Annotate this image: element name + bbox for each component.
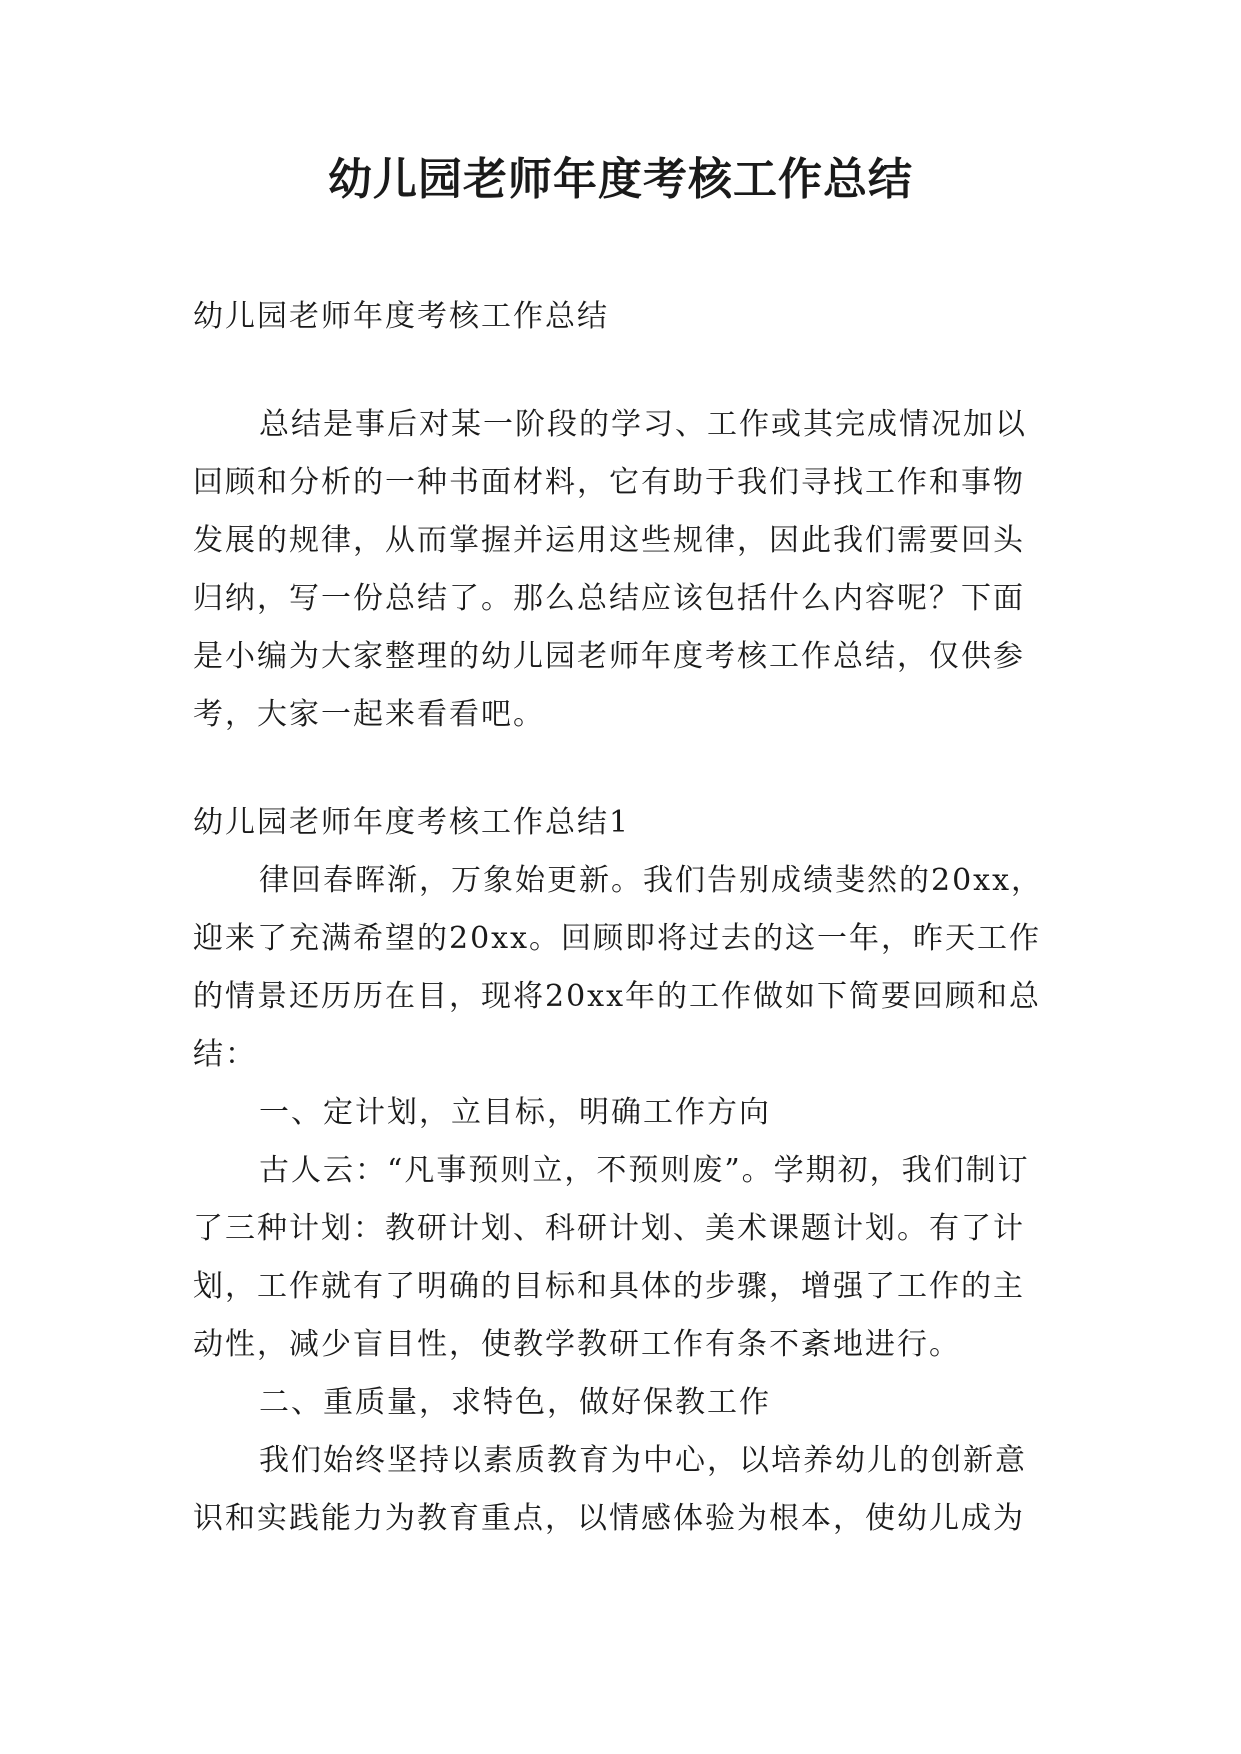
body-paragraph: 古人云：“凡事预则立，不预则废”。学期初，我们制订了三种计划：教研计划、科研计划、美术课题计划。有了计划，工作就有了明确的目标和具体的步骤，增强了工作的主动性，减少盲目性，使教学教研工作有条不紊地进行。 <box>193 1153 1030 1362</box>
document-title: 幼儿园老师年度考核工作总结 <box>328 154 913 205</box>
body-paragraph: 我们始终坚持以素质教育为中心，以培养幼儿的创新意识和实践能力为教育重点，以情感体验为根本，使幼儿成为 <box>193 1443 1027 1536</box>
intro-paragraph: 总结是事后对某一阶段的学习、工作或其完成情况加以回顾和分析的一种书面材料，它有助于我们寻找工作和事物发展的规律，从而掌握并运用这些规律，因此我们需要回头归纳，写一份总结了。那么总结应该包括什么内容呢？下面是小编为大家整理的幼儿园老师年度考核工作总结，仅供参考，大家一起来看看吧。 <box>193 407 1027 732</box>
section-heading: 一、定计划，立目标，明确工作方向 <box>259 1095 771 1130</box>
section-title: 幼儿园老师年度考核工作总结1 <box>193 805 631 840</box>
body-paragraph: 律回春晖渐，万象始更新。我们告别成绩斐然的20xx，迎来了充满希望的20xx。回顾即将过去的这一年，昨天工作的情景还历历在目，现将20xx年的工作做如下简要回顾和总结： <box>193 863 1044 1072</box>
document-body <box>193 288 1053 1548</box>
section-heading: 二、重质量，求特色，做好保教工作 <box>259 1385 771 1420</box>
document-subtitle: 幼儿园老师年度考核工作总结 <box>193 299 609 334</box>
